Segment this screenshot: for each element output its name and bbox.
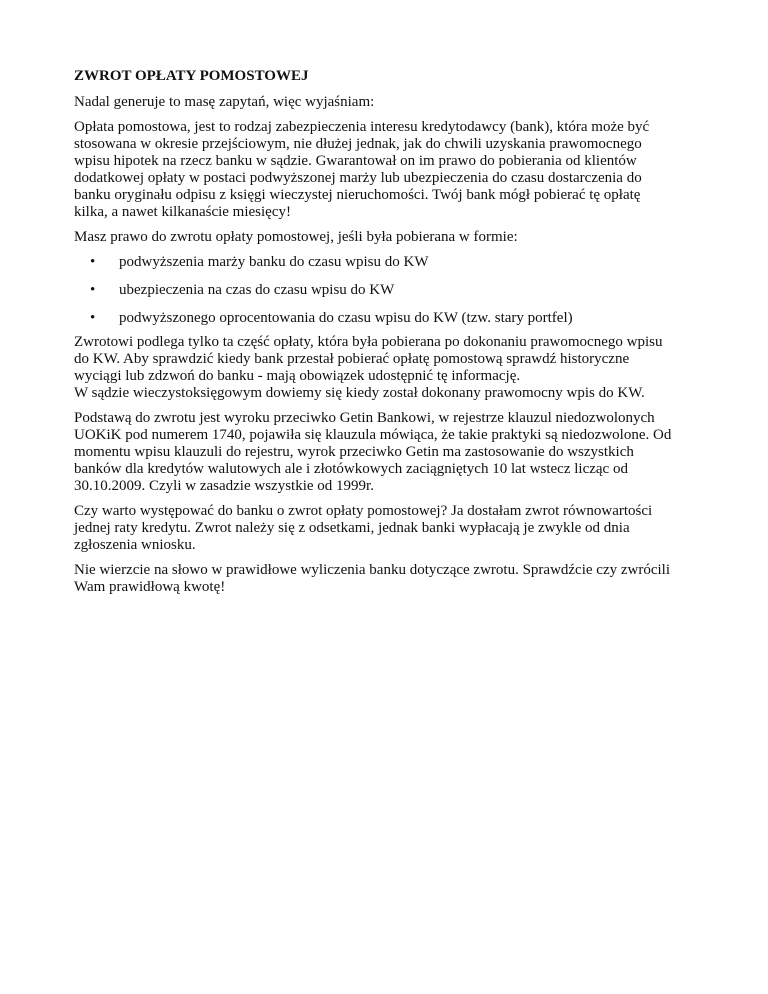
list-item xyxy=(74,310,714,327)
list-item-text: ubezpieczenia na czas do czasu wpisu do KW xyxy=(119,282,395,298)
text-line: Zwrotowi podlega tylko ta część opłaty, która była pobierana po dokonaniu prawomocnego wpisu xyxy=(74,334,663,350)
text-line: banku oryginału odpisu z księgi wieczystej nieruchomości. Twój bank mógł pobierać tę opłatę xyxy=(74,187,641,203)
list-item-text: podwyższonego oprocentowania do czasu wpisu do KW (tzw. stary portfel) xyxy=(119,310,573,326)
text-line: UOKiK pod numerem 1740, pojawiła się klauzula mówiąca, że takie praktyki są niedozwolone. Od xyxy=(74,427,672,443)
paragraph-definition xyxy=(74,119,714,221)
document-title: ZWROT OPŁATY POMOSTOWEJ xyxy=(74,68,309,84)
intro-paragraph: Nadal generuje to masę zapytań, więc wyjaśniam: xyxy=(74,94,375,110)
text-line: Czy warto występować do banku o zwrot opłaty pomostowej? Ja dostałam zwrot równowartości xyxy=(74,503,653,519)
text-line: Wam prawidłową kwotę! xyxy=(74,579,226,595)
paragraph-refund-scope xyxy=(74,334,714,402)
list-item xyxy=(74,282,714,299)
text-line: W sądzie wieczystoksięgowym dowiemy się kiedy został dokonany prawomocny wpis do KW. xyxy=(74,385,645,401)
text-line: jednej raty kredytu. Zwrot należy się z odsetkami, jednak banki wypłacają je zwykle od dnia xyxy=(74,520,630,536)
text-line: zgłoszenia wniosku. xyxy=(74,537,196,553)
bullet-icon: • xyxy=(90,254,96,270)
text-line: wyciągi lub zdzwoń do banku - mają obowiązek udostępnić tę informację. xyxy=(74,368,521,384)
list-item-text: podwyższenia marży banku do czasu wpisu do KW xyxy=(119,254,429,270)
paragraph-warning xyxy=(74,562,714,596)
text-line: dodatkowej opłaty w postaci podwyższonej marży lub ubezpieczenia do czasu dostarczenia do xyxy=(74,170,642,186)
list-item xyxy=(74,254,714,271)
text-line: momentu wpisu klauzuli do rejestru, wyrok przeciwko Getin ma zastosowanie do wszystkich xyxy=(74,444,634,460)
text-line: do KW. Aby sprawdzić kiedy bank przestał pobierać opłatę pomostową sprawdź historyczne xyxy=(74,351,630,367)
text-line: banków dla kredytów walutowych ale i złotówkowych zaciągniętych 10 lat wstecz licząc od xyxy=(74,461,628,477)
text-line: Opłata pomostowa, jest to rodzaj zabezpieczenia interesu kredytodawcy (bank), która może być xyxy=(74,119,650,135)
text-line: Podstawą do zwrotu jest wyroku przeciwko Getin Bankowi, w rejestrze klauzul niedozwolonych xyxy=(74,410,655,426)
paragraph-experience xyxy=(74,503,714,554)
document-page xyxy=(74,68,714,604)
text-line: wpisu hipotek na rzecz banku w sądzie. Gwarantował on im prawo do pobierania od klientów xyxy=(74,153,637,169)
text-line: 30.10.2009. Czyli w zasadzie wszystkie od 1999r. xyxy=(74,478,374,494)
bullet-icon: • xyxy=(90,310,96,326)
list-intro-paragraph: Masz prawo do zwrotu opłaty pomostowej, jeśli była pobierana w formie: xyxy=(74,229,518,245)
text-line: Nie wierzcie na słowo w prawidłowe wyliczenia banku dotyczące zwrotu. Sprawdźcie czy zwrócili xyxy=(74,562,671,578)
text-line: stosowana w okresie przejściowym, nie dłużej jednak, jak do chwili uzyskania prawomocnego xyxy=(74,136,642,152)
bullet-list xyxy=(74,254,714,327)
paragraph-legal-basis xyxy=(74,410,714,495)
text-line: kilka, a nawet kilkanaście miesięcy! xyxy=(74,204,291,220)
bullet-icon: • xyxy=(90,282,96,298)
